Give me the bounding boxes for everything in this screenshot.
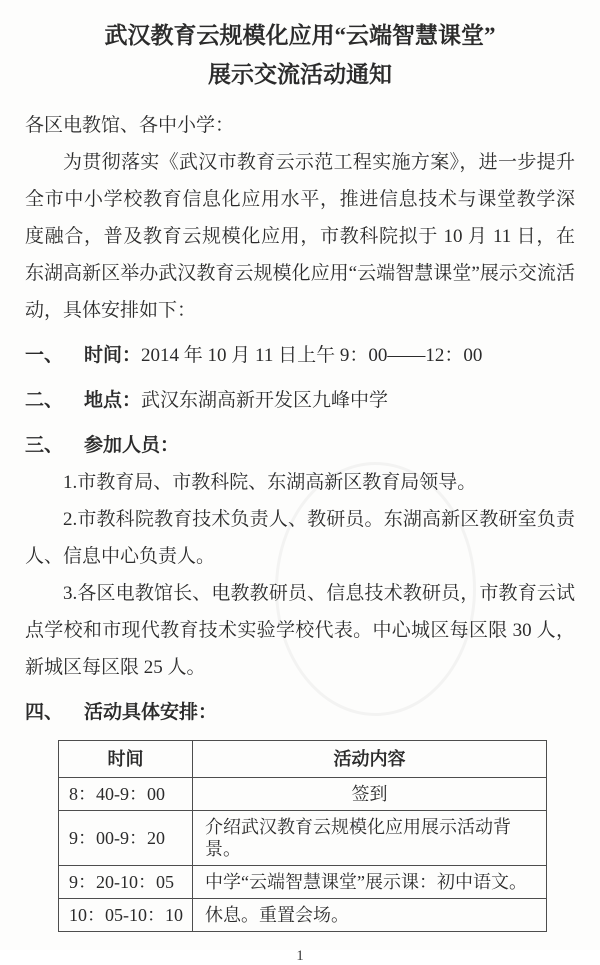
section-schedule-label: 活动具体安排： bbox=[84, 702, 218, 723]
title-line-1: 武汉教育云规模化应用“云端智慧课堂” bbox=[104, 23, 496, 48]
schedule-table bbox=[58, 740, 547, 932]
section-time bbox=[25, 337, 575, 374]
page-number: 1 bbox=[296, 948, 304, 964]
title-line-2: 展示交流活动通知 bbox=[208, 62, 392, 87]
schedule-header-row bbox=[59, 741, 547, 778]
schedule-time-cell: 10：05-10：10 bbox=[59, 899, 193, 932]
section-participants bbox=[25, 427, 575, 464]
section-time-label: 时间： bbox=[84, 345, 142, 366]
schedule-time-cell: 9：00-9：20 bbox=[59, 811, 193, 866]
participant-item-1: 1.市教育局、市教科院、东湖高新区教育局领导。 bbox=[63, 472, 477, 493]
schedule-time-cell: 8：40-9：00 bbox=[59, 778, 193, 811]
schedule-header-content: 活动内容 bbox=[193, 741, 547, 778]
table-row bbox=[59, 899, 547, 932]
salutation: 各区电教馆、各中小学： bbox=[25, 115, 235, 136]
document-title bbox=[25, 16, 575, 94]
table-row bbox=[59, 866, 547, 899]
schedule-time-cell: 9：20-10：05 bbox=[59, 866, 193, 899]
section-location-value: 武汉东湖高新开发区九峰中学 bbox=[141, 390, 389, 411]
section-location bbox=[25, 382, 575, 419]
section-location-number: 二、 bbox=[25, 390, 64, 411]
schedule-content-cell: 签到 bbox=[193, 778, 547, 811]
schedule-header-time: 时间 bbox=[59, 741, 193, 778]
section-schedule-number: 四、 bbox=[25, 702, 64, 723]
schedule-content-cell: 介绍武汉教育云规模化应用展示活动背景。 bbox=[193, 811, 547, 866]
table-row bbox=[59, 778, 547, 811]
schedule-content-cell: 中学“云端智慧课堂”展示课：初中语文。 bbox=[193, 866, 547, 899]
section-participants-label: 参加人员： bbox=[84, 435, 180, 456]
participant-item-2: 2.市教科院教育技术负责人、教研员。东湖高新区教研室负责人、信息中心负责人。 bbox=[25, 509, 575, 567]
section-time-number: 一、 bbox=[25, 345, 64, 366]
section-location-label: 地点： bbox=[84, 390, 142, 411]
section-participants-number: 三、 bbox=[25, 435, 64, 456]
table-row bbox=[59, 811, 547, 866]
intro-paragraph: 为贯彻落实《武汉市教育云示范工程实施方案》，进一步提升全市中小学校教育信息化应用水平，推进信息技术与课堂教学深度融合，普及教育云规模化应用，市教科院拟于 10 月 11 日，在东湖高新区举办武汉教育云规模化应用“云端智慧课堂”展示交流活动，具体安排如下： bbox=[25, 152, 575, 321]
schedule-content-cell: 休息。重置会场。 bbox=[193, 899, 547, 932]
participant-item-3: 3.各区电教馆长、电教教研员、信息技术教研员，市教育云试点学校和市现代教育技术实验学校代表。中心城区每区限 30 人，新城区每区限 25 人。 bbox=[25, 583, 575, 678]
section-time-value: 2014 年 10 月 11 日上午 9：00——12：00 bbox=[141, 345, 483, 366]
section-schedule bbox=[25, 694, 575, 731]
